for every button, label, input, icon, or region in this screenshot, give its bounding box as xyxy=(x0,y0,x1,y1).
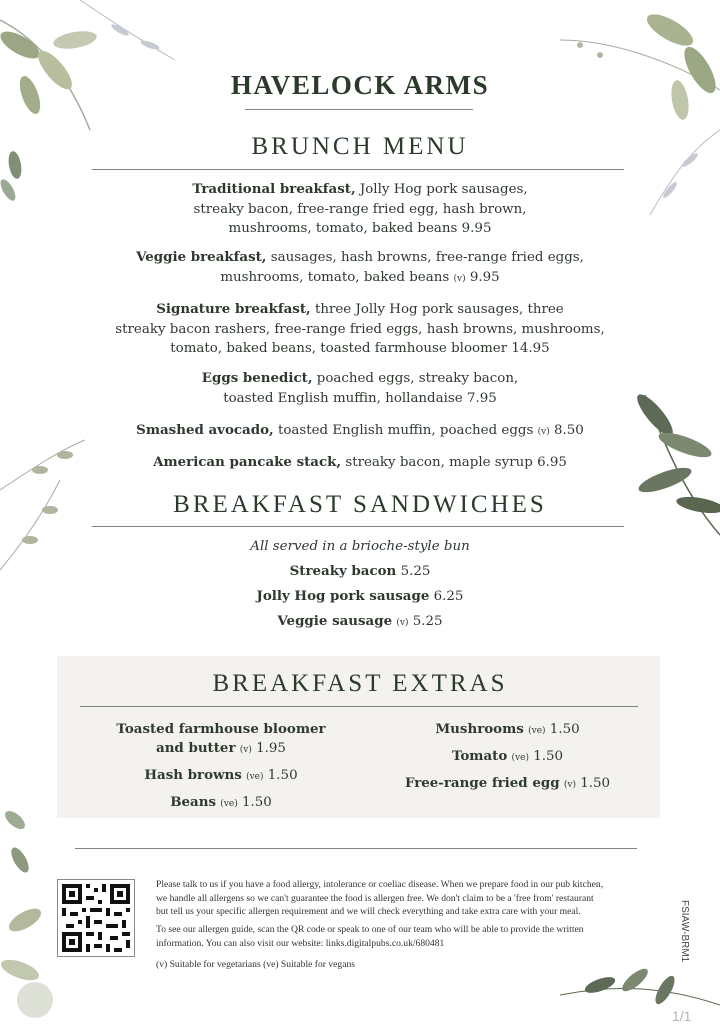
qr-code-icon xyxy=(58,880,134,956)
restaurant-name: HAVELOCK ARMS xyxy=(230,70,490,100)
allergen-qr-code[interactable] xyxy=(57,879,135,957)
footer-divider xyxy=(75,848,637,849)
title-divider xyxy=(245,109,473,110)
menu-item-signature-breakfast: Signature breakfast, three Jolly Hog pork sausages, three streaky bacon rashers, free-range fried eggs, hash browns, mushrooms, tomato, baked beans, toasted farmhouse bloomer 14.95 xyxy=(115,301,605,356)
extra-beans: Beans (ve) 1.50 xyxy=(170,794,272,810)
sandwich-jolly-hog-pork-sausage: Jolly Hog pork sausage 6.25 xyxy=(256,588,464,604)
sandwich-veggie-sausage: Veggie sausage (v) 5.25 xyxy=(277,613,443,629)
menu-item-traditional-breakfast: Traditional breakfast, Jolly Hog pork sausages, streaky bacon, free-range fried egg, hash brown, mushrooms, tomato, baked beans 9.95 xyxy=(192,181,528,236)
sandwiches-subtitle: All served in a brioche-style bun xyxy=(250,539,470,554)
sandwich-streaky-bacon: Streaky bacon 5.25 xyxy=(289,563,431,579)
menu-item-veggie-breakfast: Veggie breakfast, sausages, hash browns, free-range fried eggs, mushrooms, tomato, baked beans (v) 9.95 xyxy=(136,249,584,285)
allergy-notice: Please talk to us if you have a food allergy, intolerance or coeliac disease. When we prepare food in our pub kitchen, we handle all allergens so we can't guarantee the food is allergen free. We don't claim to be a 'free from' restaurant but tell us your specific allergen requirement and we will check everything and take extra care with your meal. xyxy=(156,879,604,917)
allergen-guide-notice: To see our allergen guide, scan the QR code or speak to one of our team who will be able to provide the written information. You can also visit our website: links.digitalpubs.co.uk/680481 xyxy=(156,924,584,949)
extra-hash-browns: Hash browns (ve) 1.50 xyxy=(144,767,298,783)
menu-item-smashed-avocado: Smashed avocado, toasted English muffin, poached eggs (v) 8.50 xyxy=(136,422,584,438)
brunch-menu-heading: BRUNCH MENU xyxy=(251,133,469,160)
menu-reference-code: FSIAW-BRM1 xyxy=(679,900,690,963)
extras-right-column xyxy=(370,720,645,801)
sandwiches-divider xyxy=(92,526,624,527)
brunch-divider xyxy=(92,169,624,170)
extra-free-range-fried-egg: Free-range fried egg (v) 1.50 xyxy=(404,775,611,791)
page-number: 1/1 xyxy=(672,1008,692,1024)
extra-tomato: Tomato (ve) 1.50 xyxy=(451,748,564,764)
breakfast-sandwiches-heading: BREAKFAST SANDWICHES xyxy=(173,491,547,518)
extra-toasted-farmhouse-bloomer: Toasted farmhouse bloomer and butter (v) 1.95 xyxy=(116,721,326,756)
menu-item-american-pancake-stack: American pancake stack, streaky bacon, maple syrup 6.95 xyxy=(153,454,567,470)
extras-left-column xyxy=(90,720,352,820)
breakfast-extras-heading: BREAKFAST EXTRAS xyxy=(212,670,508,697)
dietary-key: (v) Suitable for vegetarians (ve) Suitable for vegans xyxy=(156,959,356,970)
extras-divider xyxy=(80,706,638,707)
extra-mushrooms: Mushrooms (ve) 1.50 xyxy=(435,721,580,737)
foliage-top-left-decoration xyxy=(0,0,190,210)
menu-item-eggs-benedict: Eggs benedict, poached eggs, streaky bacon, toasted English muffin, hollandaise 7.95 xyxy=(201,370,519,406)
